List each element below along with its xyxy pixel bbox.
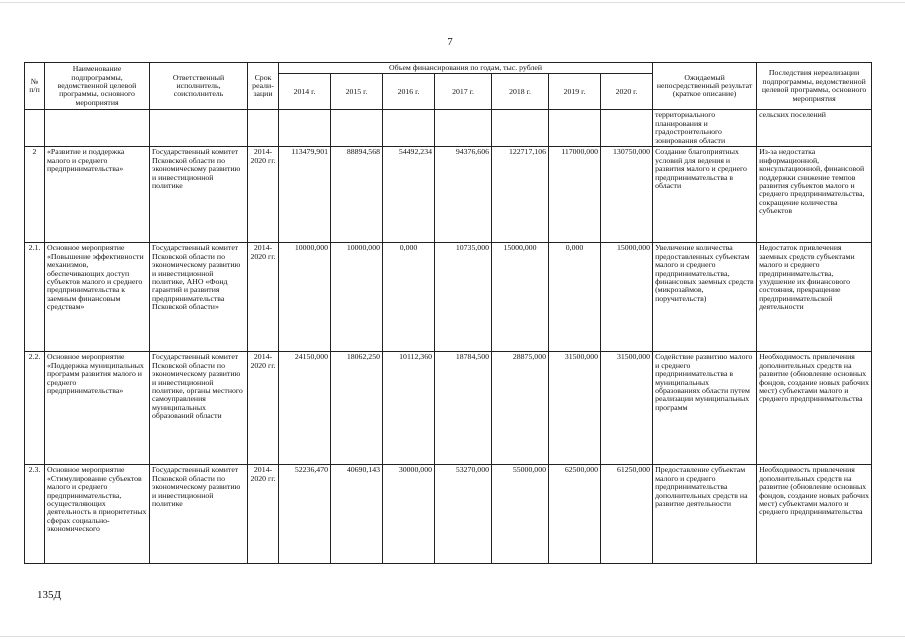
- row-value: 18062,250: [331, 352, 383, 465]
- row-name: Основное мероприятие «Стимулирование субъектов малого и среднего предпринимательства, осуществляющих деятельность в приоритетных сферах социально-экономического: [45, 465, 150, 564]
- footer-code: 135Д: [37, 589, 62, 601]
- header-consequences: Последствия нереализации подпрограммы, ведомственной целевой программы, основного мероприятия: [757, 63, 872, 110]
- table-row: [25, 465, 872, 564]
- header-financing: Объем финансирования по годам, тыс. рублей: [279, 63, 653, 74]
- row-value: 54492,234: [383, 147, 435, 243]
- row-result: Создание благоприятных условий для ведения и развития малого и среднего предпринимательства в области: [653, 147, 757, 243]
- row-value: 113479,901: [279, 147, 331, 243]
- table-cell: [45, 110, 150, 147]
- row-term: 2014-2020 гг.: [248, 147, 279, 243]
- row-term: 2014-2020 гг.: [248, 243, 279, 352]
- table-row: [25, 243, 872, 352]
- row-value: 94376,606: [435, 147, 492, 243]
- row-value: 28875,000: [492, 352, 549, 465]
- row-value: 10000,000: [279, 243, 331, 352]
- row-num: 2: [25, 147, 45, 243]
- row-value: 24150,000: [279, 352, 331, 465]
- continuation-row: [25, 110, 872, 147]
- row-executor: Государственный комитет Псковской области по экономическому развитию и инвестиционной политике, органы местного самоуправления муниципальных образований области: [150, 352, 248, 465]
- row-value: 62500,000: [549, 465, 601, 564]
- continuation-result: территориального планирования и градостроительного зонирования области: [653, 110, 757, 147]
- row-num: 2.1.: [25, 243, 45, 352]
- header-executor: Ответственный исполнитель, соисполнитель: [150, 63, 248, 110]
- row-value: 31500,000: [601, 352, 653, 465]
- header-year: 2020 г.: [601, 74, 653, 110]
- header-year: 2014 г.: [279, 74, 331, 110]
- row-consequences: Из-за недостатка информационной, консультационной, финансовой поддержки снижение темпов развития субъектов малого и среднего предпринимательства, сокращение количества субъектов: [757, 147, 872, 243]
- row-value: 30000,000: [383, 465, 435, 564]
- row-executor: Государственный комитет Псковской области по экономическому развитию и инвестиционной политике, АНО «Фонд гарантий и развития предпринимательства Псковской области»: [150, 243, 248, 352]
- row-value: 31500,000: [549, 352, 601, 465]
- row-name: Основное мероприятие «Повышение эффективности механизмов, обеспечивающих доступ субъектов малого и среднего предпринимательства к заемным финансовым средствам»: [45, 243, 150, 352]
- row-value: 15000,000: [601, 243, 653, 352]
- row-value: 10112,360: [383, 352, 435, 465]
- table-cell: [331, 110, 383, 147]
- row-value: 88894,568: [331, 147, 383, 243]
- table-cell: [383, 110, 435, 147]
- row-result: Предоставление субъектам малого и среднего предпринимательства дополнительных средств на развитие деятельности: [653, 465, 757, 564]
- row-value: 0,000: [383, 243, 435, 352]
- row-num: 2.3.: [25, 465, 45, 564]
- table-cell: [248, 110, 279, 147]
- row-value: 130750,000: [601, 147, 653, 243]
- row-result: Содействие развитию малого и среднего предпринимательства в муниципальных образованиях области путем реализации муниципальных программ: [653, 352, 757, 465]
- header-year: 2018 г.: [492, 74, 549, 110]
- table-cell: [435, 110, 492, 147]
- table-row: [25, 352, 872, 465]
- table-cell: [279, 110, 331, 147]
- row-executor: Государственный комитет Псковской области по экономическому развитию и инвестиционной политике: [150, 465, 248, 564]
- row-value: 18784,500: [435, 352, 492, 465]
- header-year: 2015 г.: [331, 74, 383, 110]
- table-row: [25, 147, 872, 243]
- table-cell: [150, 110, 248, 147]
- page-number: 7: [447, 36, 453, 48]
- table-cell: [492, 110, 549, 147]
- row-consequences: Необходимость привлечения дополнительных средств на развитие (обновление основных фондов, создание новых рабочих мест) субъектами малого и среднего предпринимательства: [757, 352, 872, 465]
- header-year: 2016 г.: [383, 74, 435, 110]
- row-name: «Развитие и поддержка малого и среднего предпринимательства»: [45, 147, 150, 243]
- row-consequences: Недостаток привлечения заемных средств субъектами малого и среднего предпринимательства, ухудшение их финансового состояния, прекращение предпринимательской деятельности: [757, 243, 872, 352]
- row-value: 117000,000: [549, 147, 601, 243]
- row-result: Увеличение количества предоставленных субъектам малого и среднего предпринимательства, финансовых заемных средств (микрозаймов, поручительств): [653, 243, 757, 352]
- row-value: 15000,000: [492, 243, 549, 352]
- header-year: 2017 г.: [435, 74, 492, 110]
- row-value: 10735,000: [435, 243, 492, 352]
- header-name: Наименование подпрограммы, ведомственной целевой программы, основного мероприятия: [45, 63, 150, 110]
- header-num: № п/п: [25, 63, 45, 110]
- row-consequences: Необходимость привлечения дополнительных средств на развитие (обновление основных фондов, создание новых рабочих мест) субъектами малого и среднего предпринимательства: [757, 465, 872, 564]
- row-num: 2.2.: [25, 352, 45, 465]
- financing-table: [24, 62, 872, 564]
- scan-edge-top: [0, 2, 905, 3]
- row-value: 61250,000: [601, 465, 653, 564]
- header-row: [25, 63, 872, 74]
- header-result: Ожидаемый непосредственный результат (краткое описание): [653, 63, 757, 110]
- row-value: 10000,000: [331, 243, 383, 352]
- row-value: 55000,000: [492, 465, 549, 564]
- row-value: 53270,000: [435, 465, 492, 564]
- scan-edge-bottom: [0, 636, 905, 637]
- row-value: 40690,143: [331, 465, 383, 564]
- table-cell: [601, 110, 653, 147]
- header-term: Срок реали-зации: [248, 63, 279, 110]
- row-value: 122717,106: [492, 147, 549, 243]
- row-name: Основное мероприятие «Поддержка муниципальных программ развития малого и среднего предпринимательства»: [45, 352, 150, 465]
- row-executor: Государственный комитет Псковской области по экономическому развитию и инвестиционной политике: [150, 147, 248, 243]
- row-value: 0,000: [549, 243, 601, 352]
- row-value: 52236,470: [279, 465, 331, 564]
- header-year: 2019 г.: [549, 74, 601, 110]
- row-term: 2014-2020 гг.: [248, 352, 279, 465]
- table-cell: [549, 110, 601, 147]
- table-cell: [25, 110, 45, 147]
- continuation-consequences: сельских поселений: [757, 110, 872, 147]
- row-term: 2014-2020 гг.: [248, 465, 279, 564]
